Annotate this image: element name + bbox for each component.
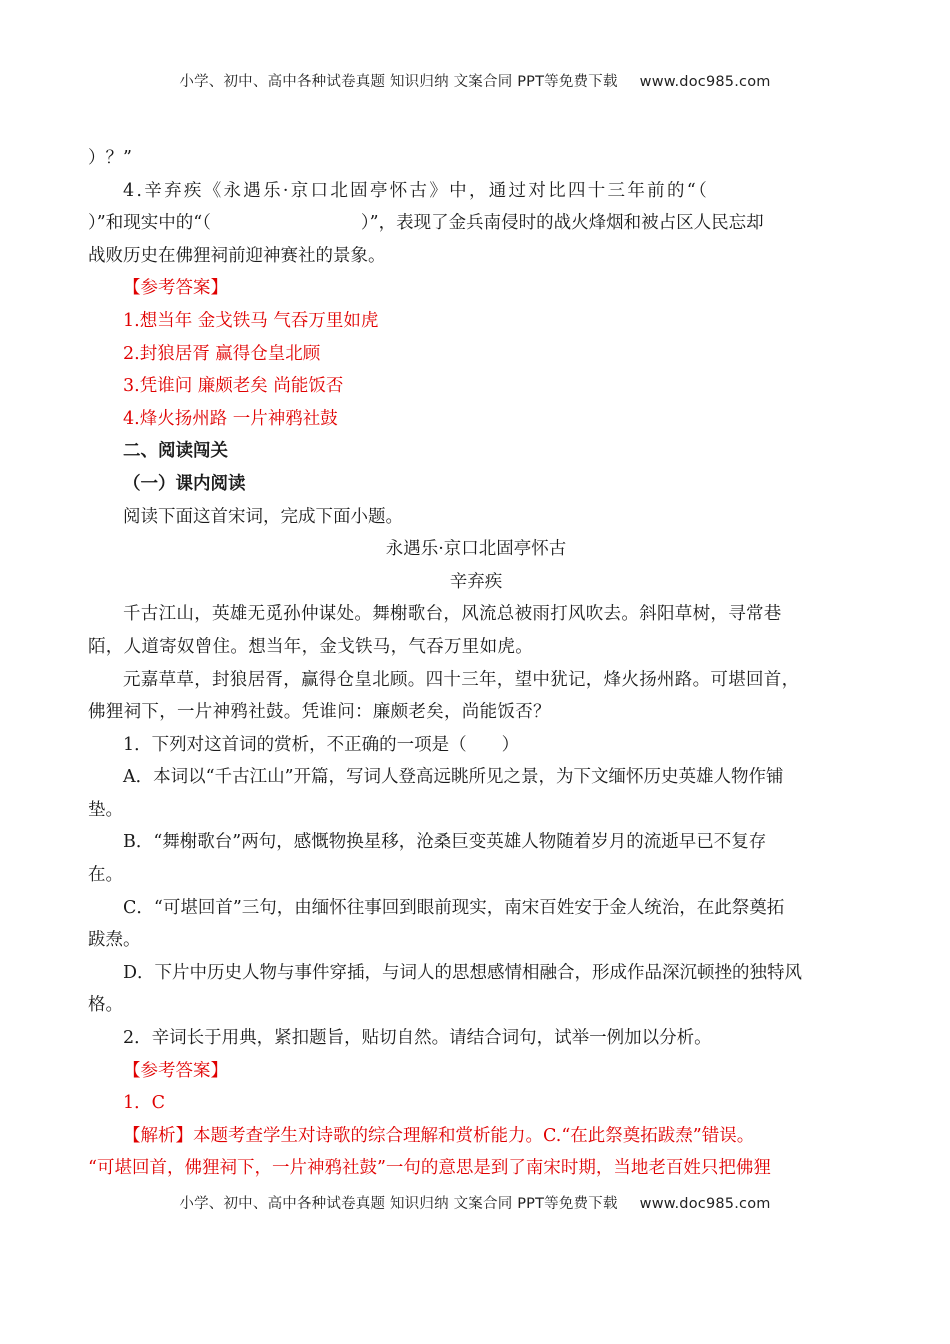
question-4-line-1: 4.辛弃疾《永遇乐·京口北固亭怀古》中，通过对比四十三年前的“（ <box>123 180 710 201</box>
poem-stanza-2-line-1: 元嘉草草，封狼居胥，赢得仓皇北顾。四十三年，望中犹记，烽火扬州路。可堪回首， <box>123 669 800 690</box>
option-c-line-2: 跋焘。 <box>88 930 141 951</box>
reference-answer-label: 【参考答案】 <box>123 1060 228 1081</box>
option-d-line-1: D．下片中历史人物与事件穿插，与词人的思想感情相融合，形成作品深沉顿挫的独特风 <box>123 962 803 983</box>
poem-stanza-1-line-1: 千古江山，英雄无觅孙仲谋处。舞榭歌台，风流总被雨打风吹去。斜阳草树，寻常巷 <box>123 604 782 625</box>
explanation-text: 本题考查学生对诗歌的综合理解和赏析能力。C.“在此祭奠拓跋焘”错误。 <box>193 1125 755 1146</box>
answer-1: 1．C <box>123 1093 166 1114</box>
poem-author: 辛弃疾 <box>449 571 503 592</box>
explanation-label: 【解析】 <box>123 1125 193 1146</box>
question-4-part-c: ）”，表现了金兵南侵时的战火烽烟和被占区人民忘却 <box>360 213 764 234</box>
answer-item: 4.烽火扬州路 一片神鸦社鼓 <box>123 408 338 429</box>
page-footer <box>0 1192 950 1213</box>
option-d-line-2: 格。 <box>88 995 123 1016</box>
subsection-title: （一）课内阅读 <box>123 473 246 494</box>
poem-stanza-1-line-2: 陌，人道寄奴曾住。想当年，金戈铁马，气吞万里如虎。 <box>88 636 533 657</box>
answer-item: 2.封狼居胥 赢得仓皇北顾 <box>123 343 321 364</box>
option-a-line-2: 垫。 <box>88 799 123 820</box>
question-2: 2．辛词长于用典，紧扣题旨，贴切自然。请结合词句，试举一例加以分析。 <box>123 1028 712 1049</box>
footer-text: 小学、初中、高中各种试卷真题 知识归纳 文案合同 PPT等免费下载 <box>179 1196 618 1212</box>
question-4-line-2 <box>88 207 864 240</box>
option-b-line-2: 在。 <box>88 865 123 886</box>
option-a-line-1: A．本词以“千古江山”开篇，写词人登高远眺所见之景，为下文缅怀历史英雄人物作铺 <box>123 767 784 788</box>
document-body <box>88 142 864 1185</box>
page-header <box>0 70 950 91</box>
option-c-line-1: C．“可堪回首”三句，由缅怀往事回到眼前现实，南宋百姓安于金人统治，在此祭奠拓 <box>123 897 785 918</box>
question-4-line-3: 战败历史在佛狸祠前迎神赛社的景象。 <box>88 245 386 266</box>
question-1: 1．下列对这首词的赏析，不正确的一项是（ ） <box>123 734 520 755</box>
header-text: 小学、初中、高中各种试卷真题 知识归纳 文案合同 PPT等免费下载 <box>179 74 618 90</box>
answer-item: 3.凭谁问 廉颇老矣 尚能饭否 <box>123 376 344 397</box>
section-title: 二、阅读闯关 <box>123 441 228 462</box>
answer-item: 1.想当年 金戈铁马 气吞万里如虎 <box>123 310 379 331</box>
continuation-line: ）？” <box>88 148 132 168</box>
reference-answer-label: 【参考答案】 <box>123 278 228 299</box>
footer-site-link[interactable]: www.doc985.com <box>639 1196 771 1212</box>
option-b-line-1: B．“舞榭歌台”两句，感慨物换星移，沧桑巨变英雄人物随着岁月的流逝早已不复存 <box>123 832 767 853</box>
question-4-part-b: ）”和现实中的“（ <box>88 213 211 234</box>
header-site-link[interactable]: www.doc985.com <box>639 74 771 90</box>
explanation-line-1 <box>88 1120 864 1153</box>
explanation-line-2: “可堪回首，佛狸祠下，一片神鸦社鼓”一句的意思是到了南宋时期，当地老百姓只把佛狸 <box>88 1158 771 1179</box>
reading-instruction: 阅读下面这首宋词，完成下面小题。 <box>123 506 403 527</box>
poem-title: 永遇乐·京口北固亭怀古 <box>385 539 567 560</box>
poem-stanza-2-line-2: 佛狸祠下，一片神鸦社鼓。凭谁问：廉颇老矣，尚能饭否？ <box>88 702 551 723</box>
